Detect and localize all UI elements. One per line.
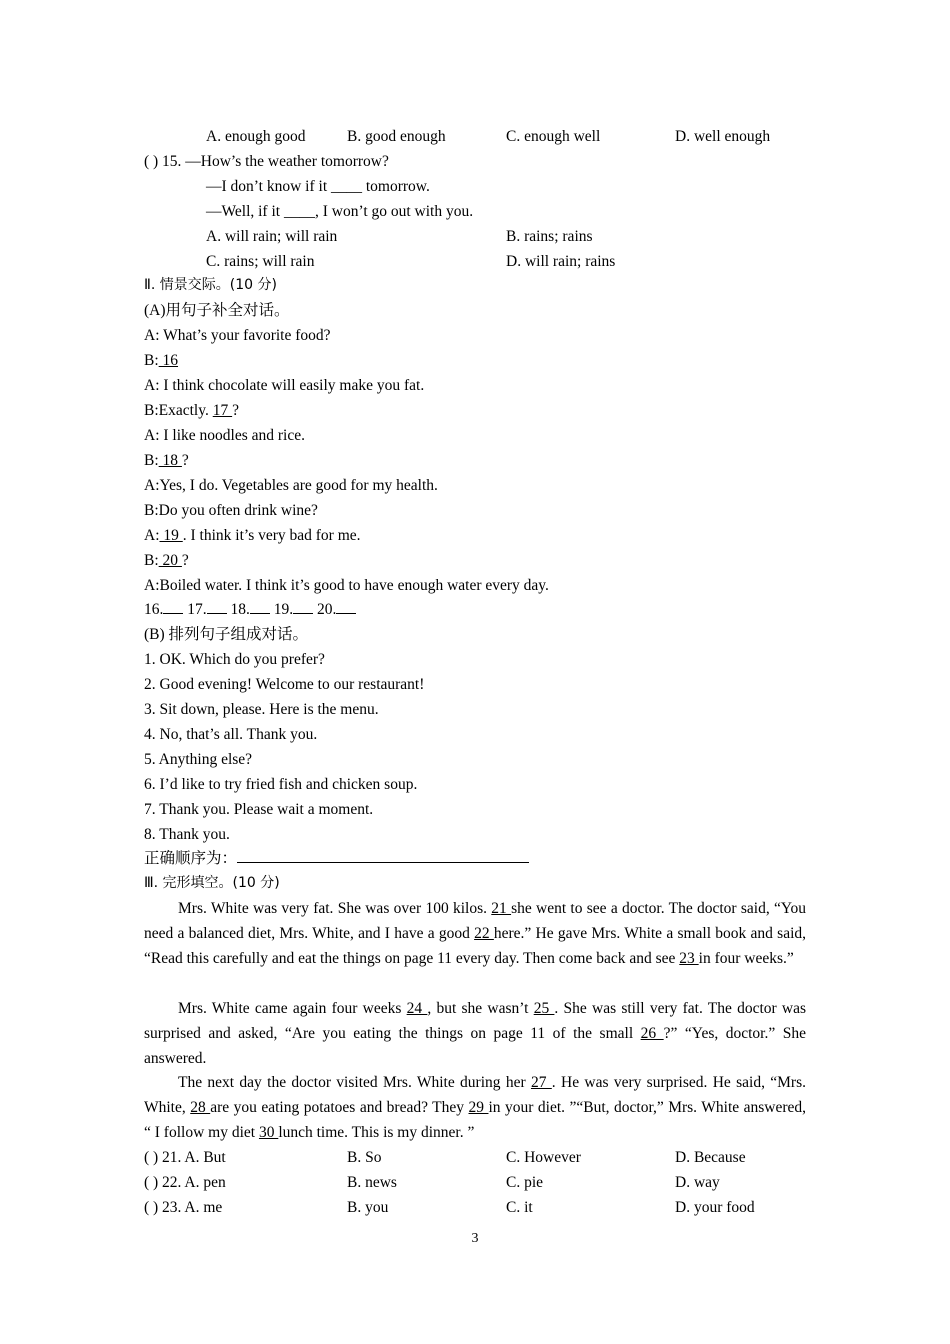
- blank-22[interactable]: 22: [474, 925, 494, 942]
- part-a-title: (A)用句子补全对话。: [144, 302, 290, 319]
- option-a: A. enough good: [206, 128, 306, 145]
- sentence-item: 4. No, that’s all. Thank you.: [144, 726, 318, 743]
- option-c: C. However: [506, 1149, 581, 1166]
- option-b: B. news: [347, 1174, 397, 1191]
- option-d: D. will rain; rains: [506, 253, 616, 270]
- part-b-title: (B) 排列句子组成对话。: [144, 626, 309, 643]
- q15-stem: [144, 149, 806, 174]
- option-c: C. enough well: [506, 128, 601, 145]
- order-label: 正确顺序为：: [144, 850, 238, 867]
- option-c: C. rains; will rain: [206, 253, 315, 270]
- blank-25[interactable]: 25: [533, 1000, 555, 1017]
- q15-line2: [144, 174, 806, 199]
- answer-blank[interactable]: [207, 598, 227, 614]
- dialogue-line: B: 20 ?: [144, 552, 189, 569]
- cloze-paragraph-2: Mrs. White came again four weeks 24 , but she wasn’t 25 . She was still very fat. The doctor was surprised and asked, “Are you eating the things on page 11 of the small 26 ?” “Yes, doctor.” She answered.: [144, 1000, 807, 1067]
- answer-paren: ( ): [144, 1149, 159, 1166]
- question-text: 15. —How’s the weather tomorrow?: [162, 153, 389, 170]
- sentence-item: 5. Anything else?: [144, 751, 253, 768]
- answer-paren: ( ): [144, 153, 159, 170]
- answer-slots: 16. 17. 18. 19. 20.: [144, 597, 806, 622]
- answer-blank[interactable]: [250, 598, 270, 614]
- option-b: B. good enough: [347, 128, 446, 145]
- answer-blank[interactable]: [336, 598, 356, 614]
- q15-options-row2: [144, 249, 806, 274]
- answer-blank[interactable]: [163, 598, 183, 614]
- option-c: C. pie: [506, 1174, 544, 1191]
- blank-29[interactable]: 29: [468, 1099, 489, 1116]
- dialogue-line: A:Boiled water. I think it’s good to have enough water every day.: [144, 577, 549, 594]
- answer-blank[interactable]: [293, 598, 313, 614]
- option-a: 21. A. But: [162, 1149, 226, 1166]
- dialogue-line: B: 16: [144, 352, 179, 369]
- option-b: B. So: [347, 1149, 382, 1166]
- dialogue-line: A: What’s your favorite food?: [144, 327, 331, 344]
- question-row: [144, 1145, 806, 1170]
- blank-27[interactable]: 27: [530, 1074, 552, 1091]
- option-d: D. well enough: [675, 128, 771, 145]
- option-d: D. your food: [675, 1199, 755, 1216]
- option-b: B. rains; rains: [506, 228, 593, 245]
- sentence-item: 2. Good evening! Welcome to our restaurant!: [144, 676, 425, 693]
- blank-19[interactable]: 19: [159, 527, 183, 544]
- sentence-item: 7. Thank you. Please wait a moment.: [144, 801, 374, 818]
- q15-options-row1: [144, 224, 806, 249]
- dialogue-line: B:Do you often drink wine?: [144, 502, 318, 519]
- section-2-title: Ⅱ. 情景交际。(10 分): [144, 277, 277, 293]
- q15-line3: [144, 199, 806, 224]
- sentence-item: 8. Thank you.: [144, 826, 230, 843]
- blank-24[interactable]: 24: [406, 1000, 428, 1017]
- dialogue-line: B:Exactly. 17 ?: [144, 402, 239, 419]
- order-answer-line: [144, 846, 806, 871]
- blank-26[interactable]: 26: [640, 1025, 664, 1042]
- blank-20[interactable]: 20: [158, 552, 182, 569]
- blank-23[interactable]: 23: [679, 950, 699, 967]
- dialogue-line: —Well, if it ____, I won’t go out with you.: [206, 203, 474, 220]
- question-row: [144, 1195, 806, 1220]
- q14-options: [144, 124, 806, 149]
- sentence-item: 1. OK. Which do you prefer?: [144, 651, 325, 668]
- blank-17[interactable]: 17: [212, 402, 233, 419]
- option-d: D. Because: [675, 1149, 746, 1166]
- cloze-paragraph-3: The next day the doctor visited Mrs. White during her 27 . He was very surprised. He said, “Mrs. White, 28 are you eating potatoes and bread? They 29 in your diet. ”“But, doctor,” Mrs. White answered, “ I follow my diet 30 lunch time. This is my dinner. ”: [144, 1074, 807, 1141]
- sentence-item: 3. Sit down, please. Here is the menu.: [144, 701, 379, 718]
- sentence-item: 6. I’d like to try fried fish and chicken soup.: [144, 776, 418, 793]
- dialogue-line: B: 18 ?: [144, 452, 189, 469]
- question-row: [144, 1170, 806, 1195]
- page-number: 3: [471, 1231, 479, 1246]
- blank-28[interactable]: 28: [190, 1099, 211, 1116]
- dialogue-line: A: 19 . I think it’s very bad for me.: [144, 527, 361, 544]
- blank-30[interactable]: 30: [258, 1124, 279, 1141]
- blank-18[interactable]: 18: [158, 452, 182, 469]
- section-3-title: Ⅲ. 完形填空。(10 分): [144, 875, 280, 891]
- dialogue-line: —I don’t know if it ____ tomorrow.: [206, 178, 430, 195]
- option-d: D. way: [675, 1174, 720, 1191]
- answer-paren: ( ): [144, 1199, 159, 1216]
- dialogue-line: A:Yes, I do. Vegetables are good for my health.: [144, 477, 438, 494]
- cloze-paragraph-1: Mrs. White was very fat. She was over 100 kilos. 21 she went to see a doctor. The doctor said, “You need a balanced diet, Mrs. White, and I have a good 22 here.” He gave Mrs. White a small book and said, “Read this carefully and eat the things on page 11 every day. Then come back and see 23 in four weeks.”: [144, 900, 806, 967]
- option-a: A. will rain; will rain: [206, 228, 338, 245]
- blank-21[interactable]: 21: [491, 900, 512, 917]
- order-answer-blank[interactable]: [237, 847, 529, 863]
- option-a: 23. A. me: [162, 1199, 223, 1216]
- option-b: B. you: [347, 1199, 389, 1216]
- dialogue-line: A: I think chocolate will easily make you fat.: [144, 377, 425, 394]
- blank-16[interactable]: 16: [158, 352, 179, 369]
- option-a: 22. A. pen: [162, 1174, 226, 1191]
- answer-paren: ( ): [144, 1174, 159, 1191]
- dialogue-line: A: I like noodles and rice.: [144, 427, 305, 444]
- option-c: C. it: [506, 1199, 533, 1216]
